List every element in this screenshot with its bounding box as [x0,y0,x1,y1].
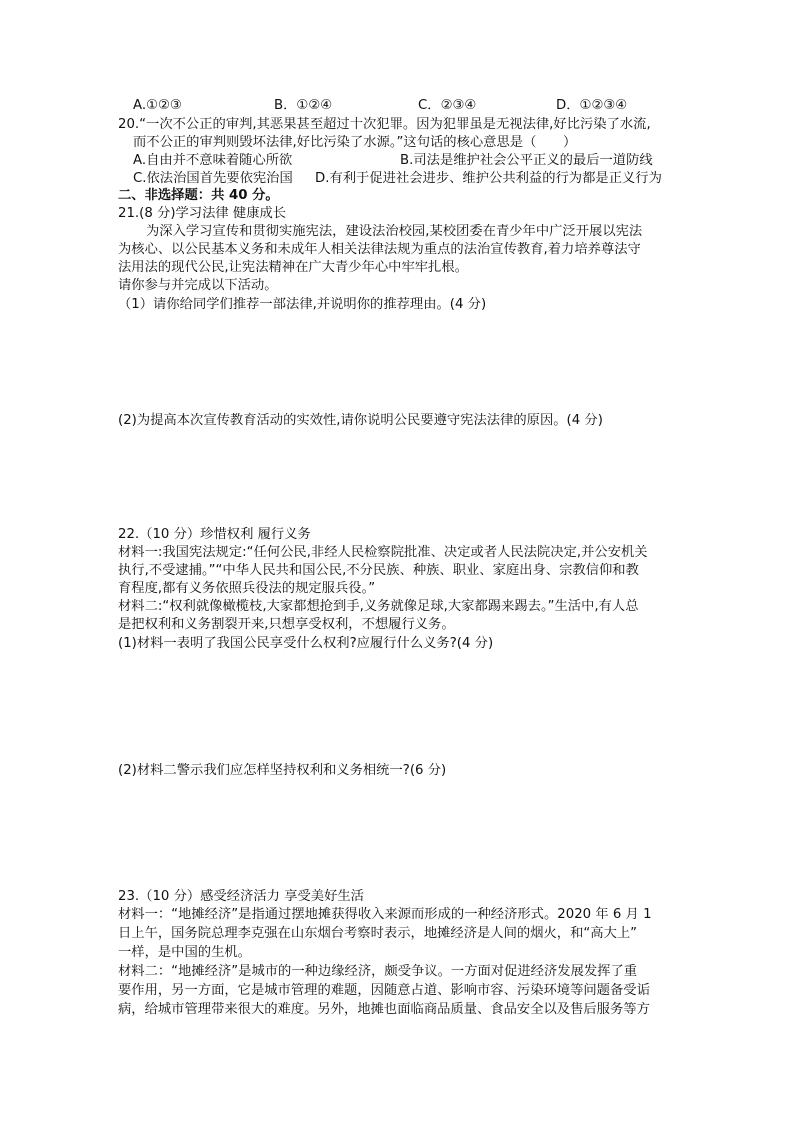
section-heading: 二、非选择题：共 40 分。 [118,188,279,203]
q22-material1-line1: 材料一:我国宪法规定:“任何公民,非经人民检察院批准、决定或者人民法院决定,并公安机关 [118,545,648,560]
q21-material-line1: 为深入学习宣传和贯彻实施宪法，建设法治校园,某校团委在青少年中广泛开展以宪法 [146,224,643,239]
q20-option-c: C.依法治国首先要依宪治国 [133,171,293,186]
q20-stem-line2: 而不公正的审判则毁坏法律,好比污染了水源。”这句话的核心意思是（ ） [133,135,577,150]
q23-material2-line1: 材料二：“地摊经济”是城市的一种边缘经济，颇受争议。一方面对促进经济发展发挥了重 [118,964,638,979]
q23-material2-line2: 要作用，另一方面，它是城市管理的难题，因随意占道、影响市容、污染环境等问题备受诟 [118,983,650,998]
q22-material1-line2: 执行,不受逮捕。”“中华人民共和国公民,不分民族、种族、职业、家庭出身、宗教信仰和教 [118,563,639,578]
q21-title: 21.(8 分)学习法律 健康成长 [118,206,287,221]
q19-option-b: B．①②④ [274,98,333,113]
q22-subquestion-2: (2)材料二警示我们应怎样坚持权利和义务相统一?(6 分) [118,763,447,778]
q20-stem-line1: 20.“一次不公正的审判,其恶果甚至超过十次犯罪。因为犯罪虽是无视法律,好比污染了水流, [118,117,651,132]
q21-material-line3: 法用法的现代公民,让宪法精神在广大青少年心中牢牢扎根。 [118,260,468,275]
q19-option-c: C．②③④ [418,98,477,113]
q23-title: 23.（10 分）感受经济活力 享受美好生活 [118,889,364,904]
q23-material2-line3: 病，给城市管理带来很大的难度。另外，地摊也面临商品质量、食品安全以及售后服务等方 [118,1002,650,1017]
q22-material2-line1: 材料二:“权利就像橄榄枝,大家都想抢到手,义务就像足球,大家都踢来踢去。”生活中,有人总 [118,599,639,614]
q22-title: 22.（10 分）珍惜权利 履行义务 [118,527,311,542]
q21-subquestion-1: （1）请你给同学们推荐一部法律,并说明你的推荐理由。(4 分) [118,297,487,312]
q19-option-a: A.①②③ [133,98,182,113]
q22-material2-line2: 是把权利和义务割裂开来,只想享受权利，不想履行义务。 [118,617,455,632]
q20-option-d: D.有利于促进社会进步、维护公共利益的行为都是正义行为 [315,171,662,186]
q20-option-a: A.自由并不意味着随心所欲 [133,153,293,168]
q22-subquestion-1: (1)材料一表明了我国公民享受什么权利?应履行什么义务?(4 分) [118,636,494,651]
q21-material-line2: 为核心、以公民基本义务和未成年人相关法律法规为重点的法治宣传教育,着力培养尊法守 [118,242,641,257]
q23-material1-line1: 材料一：“地摊经济”是指通过摆地摊获得收入来源而形成的一种经济形式。2020 年 6 月 1 [118,907,652,922]
q22-material1-line3: 育程度,都有义务依照兵役法的规定服兵役。” [118,581,376,596]
q23-material1-line2: 日上午，国务院总理李克强在山东烟台考察时表示，地摊经济是人间的烟火，和“高大上” [118,926,638,941]
q21-instruction: 请你参与并完成以下活动。 [118,278,278,293]
q23-material1-line3: 一样，是中国的生机。 [118,945,251,960]
q19-option-d: D．①②③④ [556,98,628,113]
q20-option-b: B.司法是维护社会公平正义的最后一道防线 [400,153,653,168]
q21-subquestion-2: (2)为提高本次宣传教育活动的实效性,请你说明公民要遵守宪法法律的原因。(4 分) [118,413,603,428]
